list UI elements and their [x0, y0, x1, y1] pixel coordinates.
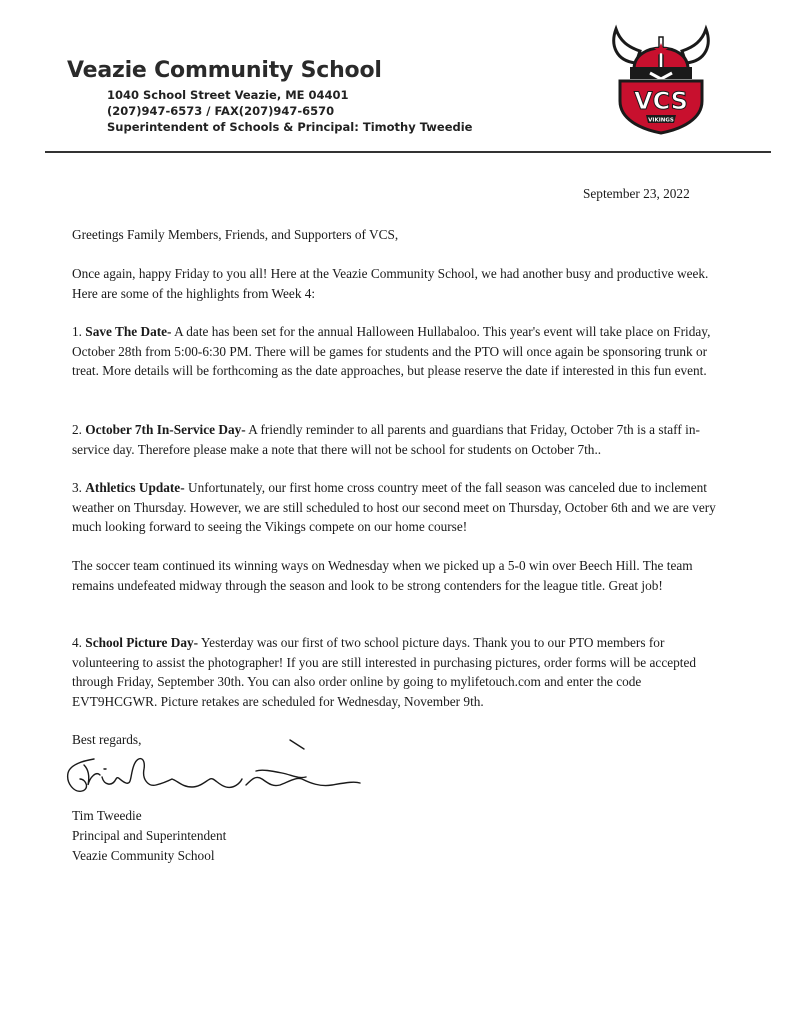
highlight-item-save-the-date — [72, 322, 718, 381]
school-name: Veazie Community School — [67, 58, 382, 83]
item-heading: School Picture Day- — [85, 635, 199, 650]
handwritten-signature — [60, 735, 365, 803]
logo-text: VCS — [634, 87, 688, 115]
item-text: A friendly reminder to all parents and guardians that Friday, October 7th is a staff in-service day. Therefore please make a note that there will not be school for students on October 7th.. — [72, 422, 700, 457]
item-heading: Athletics Update- — [85, 480, 185, 495]
highlight-item-in-service-day — [72, 420, 718, 459]
letter-closing: Best regards, — [72, 732, 142, 747]
letter-date: September 23, 2022 — [583, 186, 690, 201]
item-text: A date has been set for the annual Halloween Hullabaloo. This year's event will take place on Friday, October 28th from 5:00-6:30 PM. There will be games for students and the PTO will once again be sponsoring trunk or treat. More details will be forthcoming as the date approaches, but please reserve the date if interested in this fun event. — [72, 324, 711, 378]
soccer-paragraph: The soccer team continued its winning ways on Wednesday when we picked up a 5-0 win over Beech Hill. The team remains undefeated midway through the season and look to be strong contenders for the league title. Great job! — [72, 558, 693, 593]
item-number: 4. — [72, 635, 86, 650]
signer-name: Tim Tweedie — [72, 808, 142, 823]
highlight-item-athletics-update — [72, 478, 718, 537]
item-heading: Save The Date- — [85, 324, 172, 339]
item-text: Yesterday was our first of two school picture days. Thank you to our PTO members for volunteering to assist the photographer! If you are still interested in purchasing pictures, order forms will be accepted through Friday, September 30th. You can also order online by going to mylifetouch.com and enter the code EVT9HCGWR. Picture retakes are scheduled for Wednesday, November 9th. — [72, 635, 697, 709]
item-number: 1. — [72, 324, 86, 339]
letter-greeting: Greetings Family Members, Friends, and Supporters of VCS, — [72, 227, 399, 242]
highlight-item-picture-day — [72, 633, 718, 711]
school-phone-fax: (207)947-6573 / FAX(207)947-6570 — [107, 104, 335, 118]
school-address: 1040 School Street Veazie, ME 04401 — [107, 88, 349, 102]
item-heading: October 7th In-Service Day- — [85, 422, 246, 437]
viking-helmet-shield-logo-icon — [606, 23, 716, 135]
logo-banner-text: VIKINGS — [648, 117, 674, 124]
superintendent-line: Superintendent of Schools & Principal: Timothy Tweedie — [107, 120, 473, 134]
signer-organization: Veazie Community School — [72, 848, 215, 863]
header-divider — [45, 151, 771, 153]
item-text: Unfortunately, our first home cross country meet of the fall season was canceled due to inclement weather on Thursday. However, we are still scheduled to host our second meet on Thursday, October 6th and we are very much looking forward to seeing the Vikings compete on our home course! — [72, 480, 716, 534]
letter-intro: Once again, happy Friday to you all! Here at the Veazie Community School, we had another busy and productive week. Here are some of the highlights from Week 4: — [72, 266, 709, 301]
item-number: 2. — [72, 422, 86, 437]
item-number: 3. — [72, 480, 86, 495]
signer-title: Principal and Superintendent — [72, 828, 227, 843]
